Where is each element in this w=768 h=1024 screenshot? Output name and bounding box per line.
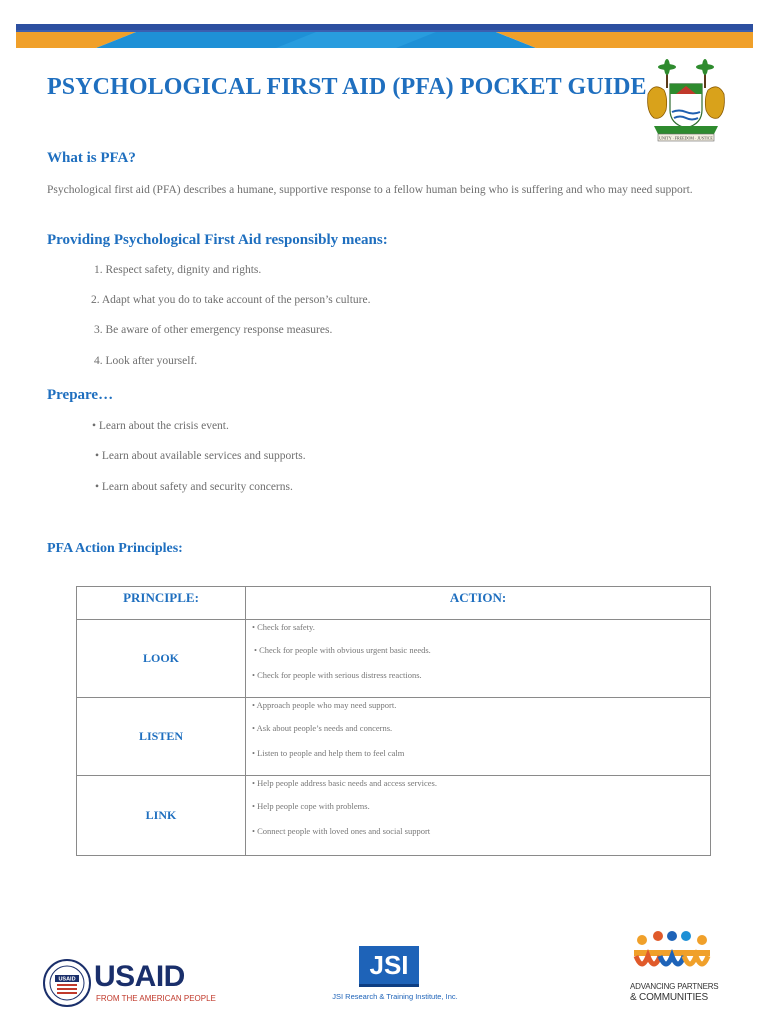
principle-link: LINK — [77, 776, 246, 856]
apc-line2: & COMMUNITIES — [630, 992, 708, 1003]
action-item: • Check for people with serious distress reactions. — [252, 670, 422, 680]
usaid-seal-icon — [42, 958, 92, 1008]
actions-listen — [246, 698, 711, 776]
action-item: • Connect people with loved ones and social support — [252, 826, 431, 836]
apc-logo — [628, 930, 718, 1008]
table-row — [77, 698, 711, 776]
responsibly-item-4: 4. Look after yourself. — [94, 355, 198, 367]
principles-heading: PFA Action Principles: — [47, 541, 183, 556]
action-item: • Check for safety. — [252, 622, 315, 632]
responsibly-item-1: 1. Respect safety, dignity and rights. — [94, 264, 262, 276]
table-header-row — [77, 587, 711, 620]
jsi-wordmark: JSI — [359, 946, 419, 987]
action-item: • Help people cope with problems. — [252, 801, 370, 811]
prepare-heading: Prepare… — [47, 387, 114, 403]
apc-line1: ADVANCING PARTNERS — [630, 982, 719, 991]
actions-link — [246, 776, 711, 856]
coat-of-arms-icon — [640, 58, 732, 146]
jsi-logo — [325, 946, 465, 1006]
prepare-item-3: • Learn about safety and security concerns. — [95, 481, 293, 493]
principles-table — [76, 586, 711, 856]
prepare-item-2: • Learn about available services and supports. — [95, 450, 306, 462]
action-item: • Listen to people and help them to feel calm — [252, 748, 405, 758]
actions-look — [246, 620, 711, 698]
responsibly-heading: Providing Psychological First Aid responsibly means: — [47, 232, 388, 248]
table-row — [77, 620, 711, 698]
responsibly-item-2: 2. Adapt what you do to take account of the person’s culture. — [91, 294, 371, 306]
table-row — [77, 776, 711, 856]
action-column-header: ACTION: — [246, 587, 711, 620]
jsi-tagline: JSI Research & Training Institute, Inc. — [332, 992, 458, 1001]
action-item: • Ask about people’s needs and concerns. — [252, 723, 393, 733]
what-is-pfa-text: Psychological first aid (PFA) describes a humane, supportive response to a fellow human being who is suffering and who may need support. — [47, 184, 693, 196]
usaid-tagline: FROM THE AMERICAN PEOPLE — [96, 994, 216, 1003]
svg-text:USAID: USAID — [58, 976, 76, 983]
header-banner — [16, 24, 753, 48]
prepare-item-1: • Learn about the crisis event. — [92, 420, 229, 432]
principle-listen: LISTEN — [77, 698, 246, 776]
action-item: • Check for people with obvious urgent basic needs. — [254, 645, 431, 655]
responsibly-item-3: 3. Be aware of other emergency response measures. — [94, 324, 333, 336]
page-title: PSYCHOLOGICAL FIRST AID (PFA) POCKET GUIDE — [47, 74, 647, 100]
usaid-logo — [42, 958, 216, 1008]
action-item: • Help people address basic needs and access services. — [252, 778, 437, 788]
principle-column-header: PRINCIPLE: — [77, 587, 246, 620]
svg-text:UNITY · FREEDOM · JUSTICE: UNITY · FREEDOM · JUSTICE — [659, 135, 713, 141]
apc-people-icon — [630, 930, 714, 978]
what-is-pfa-heading: What is PFA? — [47, 150, 136, 166]
action-item: • Approach people who may need support. — [252, 700, 397, 710]
usaid-wordmark: USAID — [94, 960, 185, 993]
principle-look: LOOK — [77, 620, 246, 698]
